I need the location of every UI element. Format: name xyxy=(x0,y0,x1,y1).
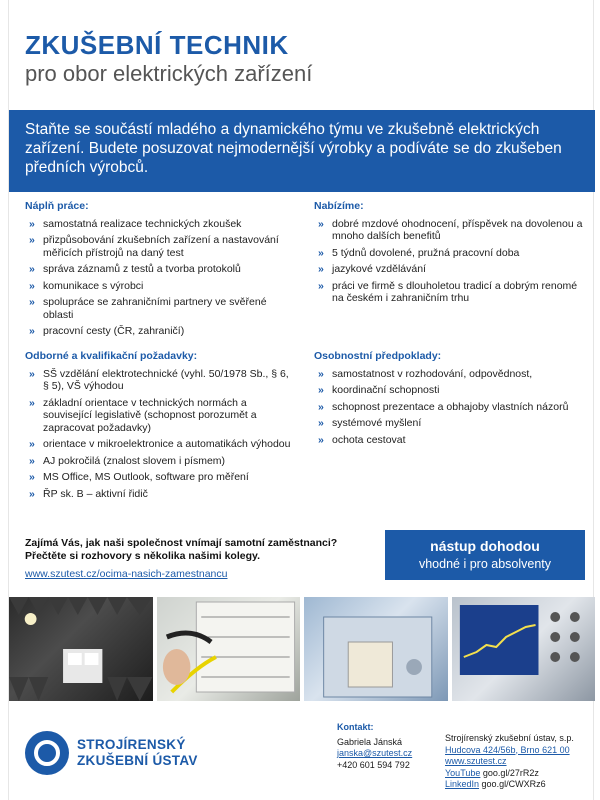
list-item: » SŠ vzdělání elektrotechnické (vyhl. 50/1978 Sb., § 6, § 5), VŠ výhodou xyxy=(25,368,295,393)
page-subtitle: pro obor elektrických zařízení xyxy=(25,61,313,86)
section-heading: Nabízíme: xyxy=(314,200,364,212)
oscilloscope-photo xyxy=(452,597,596,701)
list-item: » schopnost prezentace a obhajoby vlastních názorů xyxy=(314,401,584,414)
contact-name: Gabriela Jánská xyxy=(337,736,403,747)
youtube-url: goo.gl/27rR2z xyxy=(482,767,539,778)
bullet-list xyxy=(314,368,584,447)
linkedin-url: goo.gl/CWXRz6 xyxy=(481,779,546,789)
list-item: » základní orientace v technických normách a související legislativě (schopnost porozumět a zapracovat požadavky) xyxy=(25,397,295,435)
contact-email-link[interactable]: janska@szutest.cz xyxy=(337,748,413,758)
section-napln-prace xyxy=(25,200,295,342)
page-title: ZKUŠEBNÍ TECHNIK xyxy=(25,30,289,60)
start-line-1: nástup dohodou xyxy=(430,538,540,554)
question-line-2: Přečtěte si rozhovory s několika našimi kolegy. xyxy=(25,550,260,562)
org-address-link[interactable]: Hudcova 424/56b, Brno 621 00 xyxy=(445,744,570,755)
section-heading: Osobnostní předpoklady: xyxy=(314,350,442,362)
photo-strip xyxy=(9,597,595,701)
start-info-box xyxy=(385,530,585,580)
start-line-2: vhodné i pro absolventy xyxy=(418,557,552,571)
contact-block xyxy=(337,722,447,771)
wiring-panel-photo xyxy=(157,597,301,701)
list-item: » AJ pokročilá (znalost slovem i písmem) xyxy=(25,455,295,468)
job-poster xyxy=(8,0,594,800)
logo-line-2: ZKUŠEBNÍ ÚSTAV xyxy=(77,753,198,768)
list-item: » ŘP sk. B – aktivní řidič xyxy=(25,488,295,501)
list-item: » orientace v mikroelektronice a automatikách výhodou xyxy=(25,438,295,451)
list-item: » koordinační schopnosti xyxy=(314,384,584,397)
org-name: Strojírenský zkušební ústav, s.p. xyxy=(445,733,574,743)
intro-banner xyxy=(9,110,595,192)
list-item: » dobré mzdové ohodnocení, příspěvek na dovolenou a mnoho dalších benefitů xyxy=(314,218,584,243)
question-line-1: Zajímá Vás, jak naši společnost vnímají samotní zaměstnanci? xyxy=(25,537,338,549)
list-item: » samostatnost v rozhodování, odpovědnost, xyxy=(314,368,584,381)
list-item: » samostatná realizace technických zkoušek xyxy=(25,218,295,231)
section-osobnostni xyxy=(314,350,584,450)
list-item: » pracovní cesty (ČR, zahraničí) xyxy=(25,325,295,338)
list-item: » ochota cestovat xyxy=(314,434,584,447)
bullet-list xyxy=(25,368,295,501)
test-chamber-photo xyxy=(304,597,448,701)
organization-block xyxy=(445,733,595,791)
contact-phone: +420 601 594 792 xyxy=(337,759,410,770)
list-item: » MS Office, MS Outlook, software pro měření xyxy=(25,471,295,484)
list-item: » jazykové vzdělávání xyxy=(314,263,584,276)
employee-question xyxy=(25,537,375,581)
list-item: » spolupráce se zahraničními partnery ve svěřené oblasti xyxy=(25,296,295,321)
list-item: » práci ve firmě s dlouholetou tradicí a dobrým renomé na českém i zahraničním trhu xyxy=(314,280,584,305)
company-logo xyxy=(25,731,198,775)
list-item: » systémové myšlení xyxy=(314,417,584,430)
bullet-list xyxy=(25,218,295,338)
employee-interviews-link[interactable]: www.szutest.cz/ocima-nasich-zamestnancu xyxy=(25,568,228,580)
youtube-link[interactable]: YouTube xyxy=(445,767,481,778)
list-item: » správa záznamů z testů a tvorba protokolů xyxy=(25,263,295,276)
logo-line-1: STROJÍRENSKÝ xyxy=(77,737,186,752)
list-item: » 5 týdnů dovolené, pružná pracovní doba xyxy=(314,247,584,260)
bullet-list xyxy=(314,218,584,305)
intro-text: Staňte se součástí mladého a dynamického týmu ve zkušebně elektrických zařízení. Budete posuzovat nejmodernější výrobky a podíváte se do zkušeben předních výrobců. xyxy=(25,121,562,176)
list-item: » přizpůsobování zkušebních zařízení a nastavování měřicích přístrojů na daný test xyxy=(25,234,295,259)
company-logo-text xyxy=(77,737,198,769)
company-logo-icon xyxy=(25,731,69,775)
section-pozadavky xyxy=(25,350,295,504)
list-item: » komunikace s výrobci xyxy=(25,280,295,293)
anechoic-chamber-photo xyxy=(9,597,153,701)
org-web-link[interactable]: www.szutest.cz xyxy=(445,756,507,766)
section-heading: Náplň práce: xyxy=(25,200,89,212)
contact-label: Kontakt: xyxy=(337,722,374,732)
section-nabizime xyxy=(314,200,584,309)
linkedin-link[interactable]: LinkedIn xyxy=(445,779,480,789)
section-heading: Odborné a kvalifikační požadavky: xyxy=(25,350,198,362)
